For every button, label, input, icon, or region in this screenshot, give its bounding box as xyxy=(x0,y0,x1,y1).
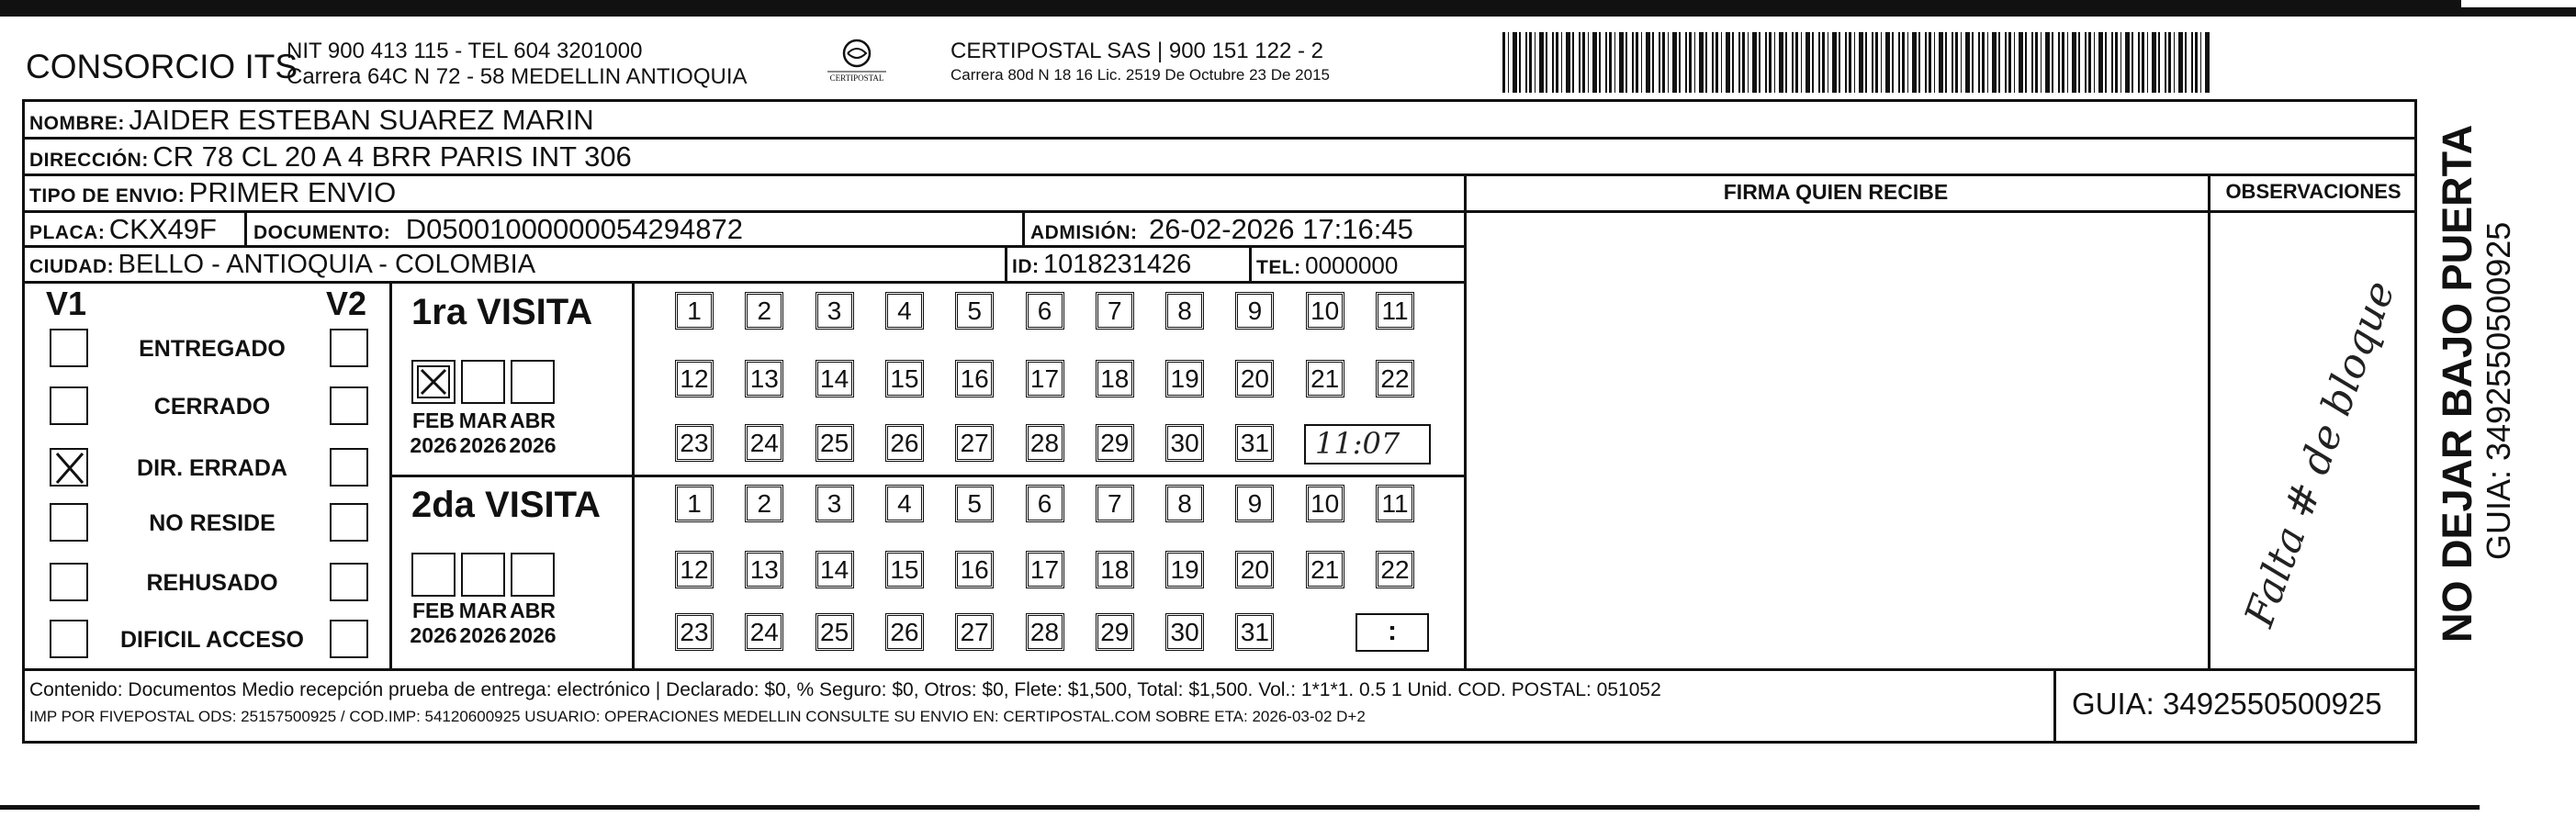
time-box-2[interactable]: : xyxy=(1355,613,1429,652)
visit2-day-box[interactable]: 4 xyxy=(885,485,924,522)
tipo-row xyxy=(29,176,396,209)
placa-value: CKX49F xyxy=(108,213,217,245)
visit1-day-box[interactable]: 8 xyxy=(1165,292,1204,330)
row-divider xyxy=(22,137,2417,140)
bottom-border-bar xyxy=(0,805,2480,810)
direccion-label: DIRECCIÓN: xyxy=(29,150,149,171)
visit2-day-box[interactable]: 13 xyxy=(745,551,783,588)
visit2-day-box[interactable]: 17 xyxy=(1026,551,1064,588)
v1-checkbox[interactable] xyxy=(50,620,88,658)
cell-divider xyxy=(1005,245,1007,281)
visit2-day-box[interactable]: 20 xyxy=(1235,551,1274,588)
side-text-area xyxy=(2377,124,2517,643)
company-name: CONSORCIO ITS xyxy=(26,48,298,85)
visit2-day-box[interactable]: 26 xyxy=(885,613,924,651)
cell-divider xyxy=(1249,245,1252,281)
visit2-day-box[interactable]: 5 xyxy=(955,485,994,522)
visit2-day-box[interactable]: 31 xyxy=(1235,613,1274,651)
v2-checkbox[interactable] xyxy=(330,386,368,425)
visit2-day-box[interactable]: 16 xyxy=(955,551,994,588)
top-border-gap xyxy=(2461,0,2576,7)
month-year: 2026 xyxy=(410,623,457,647)
status-label: NO RESIDE xyxy=(149,510,276,536)
cell-divider xyxy=(1022,210,1025,245)
certipostal-logo xyxy=(820,35,894,95)
observation-handwriting xyxy=(2222,274,2404,643)
side-guia: GUIA: 3492550500925 xyxy=(2480,221,2517,560)
ciudad-value: BELLO - ANTIOQUIA - COLOMBIA xyxy=(118,250,536,279)
documento-value: D05001000000054294872 xyxy=(405,213,743,245)
visit1-day-box[interactable]: 9 xyxy=(1235,292,1274,330)
v1-checkbox[interactable] xyxy=(50,386,88,425)
visit2-day-box[interactable]: 29 xyxy=(1096,613,1134,651)
visit2-day-box[interactable]: 10 xyxy=(1306,485,1344,522)
v2-checkbox[interactable] xyxy=(330,503,368,542)
documento-cell xyxy=(253,213,743,246)
visit1-day-box[interactable]: 25 xyxy=(816,424,854,462)
tipo-label: TIPO DE ENVIO: xyxy=(29,185,186,207)
company-address: Carrera 64C N 72 - 58 MEDELLIN ANTIOQUIA xyxy=(287,64,748,89)
v1-checkbox[interactable] xyxy=(50,503,88,542)
status-label: REHUSADO xyxy=(146,570,278,596)
visit1-day-box[interactable]: 1 xyxy=(675,292,714,330)
visit2-day-box[interactable]: 12 xyxy=(675,551,714,588)
v1-label: V1 xyxy=(46,285,87,322)
month-checkbox[interactable] xyxy=(411,360,456,404)
month-label xyxy=(501,408,565,458)
carrier-address: Carrera 80d N 18 16 Lic. 2519 De Octubre 23 De 2015 xyxy=(951,66,1330,84)
month-checkbox[interactable] xyxy=(461,360,505,404)
ciudad-label: CIUDAD: xyxy=(29,256,115,277)
visit2-day-box[interactable]: 22 xyxy=(1376,551,1414,588)
visit2-day-box[interactable]: 18 xyxy=(1096,551,1134,588)
visit1-day-box[interactable]: 7 xyxy=(1096,292,1134,330)
footer-line-2: IMP POR FIVEPOSTAL ODS: 25157500925 / COD.IMP: 54120600925 USUARIO: OPERACIONES MEDELLIN CONSULTE SU ENVIO EN: CERTIPOSTAL.COM SOBRE ETA: 2026-03-02 D+2 xyxy=(29,708,1366,725)
visit1-day-box[interactable]: 27 xyxy=(955,424,994,462)
visit2-day-box[interactable]: 30 xyxy=(1165,613,1204,651)
firma-divider xyxy=(1464,173,1467,668)
visit1-day-box[interactable]: 11 xyxy=(1376,292,1414,330)
visit1-day-box[interactable]: 6 xyxy=(1026,292,1064,330)
status-label: CERRADO xyxy=(153,394,271,420)
id-label: ID: xyxy=(1012,256,1040,277)
visit2-day-box[interactable]: 2 xyxy=(745,485,783,522)
v2-checkbox[interactable] xyxy=(330,329,368,367)
visit1-day-box[interactable]: 19 xyxy=(1165,360,1204,397)
logo-icon xyxy=(820,35,894,95)
visit1-day-box[interactable]: 13 xyxy=(745,360,783,397)
carrier-name: CERTIPOSTAL SAS | 900 151 122 - 2 xyxy=(951,39,1323,63)
visit2-day-box[interactable]: 11 xyxy=(1376,485,1414,522)
x-mark-icon xyxy=(413,362,454,402)
month-checkbox[interactable] xyxy=(511,553,555,597)
visita-2-title: 2da VISITA xyxy=(411,485,601,525)
tel-value: 0000000 xyxy=(1305,252,1399,279)
direccion-row xyxy=(29,140,632,173)
visit2-day-box[interactable]: 23 xyxy=(675,613,714,651)
visit2-day-box[interactable]: 14 xyxy=(816,551,854,588)
company-nit: NIT 900 413 115 - TEL 604 3201000 xyxy=(287,39,643,63)
month-name: MAR xyxy=(458,599,508,622)
month-name: FEB xyxy=(412,599,455,622)
visit1-day-box[interactable]: 10 xyxy=(1306,292,1344,330)
tipo-value: PRIMER ENVIO xyxy=(188,176,397,208)
visit1-day-box[interactable]: 22 xyxy=(1376,360,1414,397)
no-dejar-bajo-puerta: NO DEJAR BAJO PUERTA xyxy=(2434,124,2480,643)
v1-checkbox[interactable] xyxy=(50,329,88,367)
logo-text: CERTIPOSTAL xyxy=(829,73,884,83)
id-cell xyxy=(1012,250,1191,280)
admision-cell xyxy=(1030,213,1413,246)
id-value: 1018231426 xyxy=(1042,250,1192,279)
visit2-day-box[interactable]: 25 xyxy=(816,613,854,651)
visit1-day-box[interactable]: 16 xyxy=(955,360,994,397)
visit1-day-box[interactable]: 26 xyxy=(885,424,924,462)
visit1-day-box[interactable]: 23 xyxy=(675,424,714,462)
month-label xyxy=(501,599,565,648)
nombre-value: JAIDER ESTEBAN SUAREZ MARIN xyxy=(129,104,594,136)
v2-label: V2 xyxy=(326,285,367,322)
firma-header: FIRMA QUIEN RECIBE xyxy=(1723,180,1949,204)
visit2-day-box[interactable]: 3 xyxy=(816,485,854,522)
month-checkbox[interactable] xyxy=(411,553,456,597)
observation-text: Falta # de bloque xyxy=(2235,274,2404,633)
footer-divider xyxy=(22,668,2417,671)
footer-guia: GUIA: 3492550500925 xyxy=(2072,687,2382,721)
obs-divider xyxy=(2208,173,2210,668)
visit2-day-box[interactable]: 1 xyxy=(675,485,714,522)
status-label: ENTREGADO xyxy=(139,336,286,362)
direccion-value: CR 78 CL 20 A 4 BRR PARIS INT 306 xyxy=(152,140,632,173)
month-name: ABR xyxy=(510,599,556,622)
visit2-day-box[interactable]: 15 xyxy=(885,551,924,588)
tel-cell xyxy=(1256,252,1398,280)
visit-row-divider xyxy=(389,475,1464,477)
time-box-1[interactable] xyxy=(1304,424,1431,464)
month-checkbox[interactable] xyxy=(461,553,505,597)
month-year: 2026 xyxy=(509,433,557,457)
placa-cell xyxy=(29,213,217,246)
observaciones-header: OBSERVACIONES xyxy=(2225,180,2402,203)
visit1-day-box[interactable]: 3 xyxy=(816,292,854,330)
visit1-day-box[interactable]: 14 xyxy=(816,360,854,397)
visit1-day-box[interactable]: 12 xyxy=(675,360,714,397)
month-year: 2026 xyxy=(509,623,557,647)
visit1-day-box[interactable]: 20 xyxy=(1235,360,1274,397)
visit1-day-box[interactable]: 29 xyxy=(1096,424,1134,462)
month-name: ABR xyxy=(510,408,556,432)
v2-checkbox[interactable] xyxy=(330,563,368,601)
visit2-day-box[interactable]: 21 xyxy=(1306,551,1344,588)
visit1-day-box[interactable]: 21 xyxy=(1306,360,1344,397)
visit1-day-box[interactable]: 4 xyxy=(885,292,924,330)
visit1-day-box[interactable]: 18 xyxy=(1096,360,1134,397)
visit2-day-box[interactable]: 8 xyxy=(1165,485,1204,522)
nombre-row xyxy=(29,104,594,137)
cell-divider xyxy=(244,210,247,245)
visit1-day-box[interactable]: 17 xyxy=(1026,360,1064,397)
month-year: 2026 xyxy=(410,433,457,457)
status-label: DIR. ERRADA xyxy=(137,455,287,481)
ciudad-cell xyxy=(29,250,535,280)
admision-label: ADMISIÓN: xyxy=(1030,222,1138,243)
month-checkbox[interactable] xyxy=(511,360,555,404)
visita-1-title: 1ra VISITA xyxy=(411,292,593,332)
visit2-day-box[interactable]: 7 xyxy=(1096,485,1134,522)
visit2-day-box[interactable]: 9 xyxy=(1235,485,1274,522)
documento-label: DOCUMENTO: xyxy=(253,222,391,243)
time-value-1: 11:07 xyxy=(1315,426,1400,461)
v1-checkbox[interactable] xyxy=(50,448,88,487)
footer-divider xyxy=(2053,668,2056,744)
visit1-day-box[interactable]: 2 xyxy=(745,292,783,330)
visit2-day-box[interactable]: 6 xyxy=(1026,485,1064,522)
footer-line-1: Contenido: Documentos Medio recepción prueba de entrega: electrónico | Declarado: $0, % Seguro: $0, Otros: $0, Flete: $1,500, Total: $1,500. Vol.: 1*1*1. 0.5 1 Unid. COD. POSTAL: 051052 xyxy=(29,679,1661,700)
nombre-label: NOMBRE: xyxy=(29,113,125,134)
visit2-day-box[interactable]: 27 xyxy=(955,613,994,651)
month-year: 2026 xyxy=(459,433,507,457)
v1-checkbox[interactable] xyxy=(50,563,88,601)
barcode xyxy=(1502,32,2210,93)
month-year: 2026 xyxy=(459,623,507,647)
x-mark-icon xyxy=(51,450,88,487)
visit1-day-box[interactable]: 30 xyxy=(1165,424,1204,462)
visit1-day-box[interactable]: 5 xyxy=(955,292,994,330)
status-label: DIFICIL ACCESO xyxy=(119,627,304,653)
month-name: MAR xyxy=(458,408,508,432)
v2-checkbox[interactable] xyxy=(330,620,368,658)
visit2-day-box[interactable]: 28 xyxy=(1026,613,1064,651)
placa-label: PLACA: xyxy=(29,222,106,243)
visit1-day-box[interactable]: 24 xyxy=(745,424,783,462)
visit2-day-box[interactable]: 24 xyxy=(745,613,783,651)
month-name: FEB xyxy=(412,408,455,432)
v2-checkbox[interactable] xyxy=(330,448,368,487)
top-border-bar xyxy=(0,0,2576,17)
visit2-day-box[interactable]: 19 xyxy=(1165,551,1204,588)
visit1-day-box[interactable]: 31 xyxy=(1235,424,1274,462)
admision-value: 26-02-2026 17:16:45 xyxy=(1148,213,1413,245)
row-divider xyxy=(22,281,1464,284)
visit1-day-box[interactable]: 15 xyxy=(885,360,924,397)
visit1-day-box[interactable]: 28 xyxy=(1026,424,1064,462)
tel-label: TEL: xyxy=(1256,257,1301,278)
